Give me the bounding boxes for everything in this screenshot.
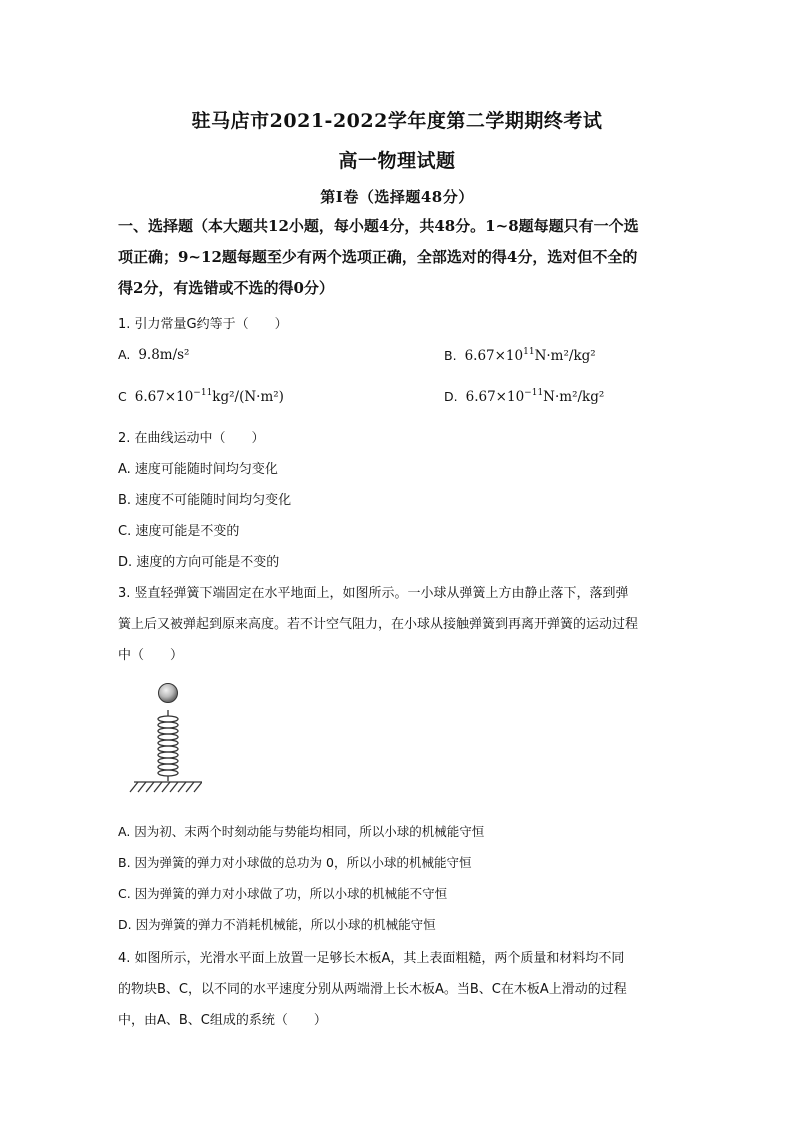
q2-option-c: C. 速度可能是不变的 [118,524,240,539]
spring-icon [158,710,178,781]
q1-option-b-value [465,348,596,364]
main-title: 驻马店市2021-2022学年度第二学期期终考试 [191,110,603,132]
q1-option-c-exp: −11 [193,388,213,398]
q3-option-b: B. 因为弹簧的弹力对小球做的总功为 0，所以小球的机械能守恒 [118,855,472,870]
q3-stem-line-3: 中（ ） [118,648,184,663]
q1-option-a [118,347,189,363]
q2-option-d: D. 速度的方向可能是不变的 [118,555,280,570]
q1-stem: 1. 引力常量G约等于（ ） [118,317,288,332]
ground-icon [130,782,202,792]
spring-ball-figure [122,680,202,800]
q4-stem-line-1: 4. 如图所示，光滑水平面上放置一足够长木板A，其上表面粗糙，两个质量和材料均不同 [118,951,625,966]
q1-option-c-coef: 6.67×10 [134,389,194,405]
q1-option-d-label: D. [444,389,458,404]
section-title: 第Ⅰ卷（选择题48分） [320,188,474,206]
q3-option-c: C. 因为弹簧的弹力对小球做了功，所以小球的机械能不守恒 [118,886,448,901]
q1-option-c-unit: kg²/(N·m²) [212,389,284,405]
q3-stem-line-1: 3. 竖直轻弹簧下端固定在水平地面上，如图所示。一小球从弹簧上方由静止落下，落到弹 [118,586,629,601]
q2-option-b: B. 速度不可能随时间均匀变化 [118,493,292,508]
q1-option-d [444,388,604,405]
q3-option-d: D. 因为弹簧的弹力不消耗机械能，所以小球的机械能守恒 [118,917,436,932]
instructions-line-2: 项正确；9~12题每题至少有两个选项正确，全部选对的得4分，选对但不全的 [118,248,638,266]
q1-option-a-value: 9.8m/s² [138,347,190,363]
q3-stem-line-2: 簧上后又被弹起到原来高度。若不计空气阻力，在小球从接触弹簧到再离开弹簧的运动过程 [118,617,639,632]
ball-icon [159,684,178,703]
q3-option-a: A. 因为初、末两个时刻动能与势能均相同，所以小球的机械能守恒 [118,824,485,839]
q1-option-d-unit: N·m²/kg² [543,389,605,405]
q1-option-b-label: B. [444,348,457,363]
q1-option-c [118,388,284,405]
q2-stem: 2. 在曲线运动中（ ） [118,431,265,446]
q1-option-c-label: C [118,389,127,404]
q1-option-b-unit: N·m²/kg² [534,348,596,364]
q4-stem-line-2: 的物块B、C，以不同的水平速度分别从两端滑上长木板A。当B、C在木板A上滑动的过程 [118,982,627,997]
q1-option-a-label: A. [118,347,131,362]
instructions-line-3: 得2分，有选错或不选的得0分） [118,279,334,297]
q1-option-d-coef: 6.67×10 [465,389,525,405]
q4-stem-line-3: 中，由A、B、C组成的系统（ ） [118,1013,327,1028]
q2-option-a: A. 速度可能随时间均匀变化 [118,462,278,477]
q1-option-b [444,347,596,364]
instructions-line-1: 一、选择题（本大题共12小题，每小题4分，共48分。1~8题每题只有一个选 [118,217,639,235]
q1-option-b-exp: 11 [523,347,535,357]
q1-option-c-value [135,389,284,405]
q1-option-b-coef: 6.67×10 [464,348,524,364]
q1-option-d-value [466,389,605,405]
q1-option-d-exp: −11 [524,388,544,398]
sub-title: 高一物理试题 [338,150,456,172]
